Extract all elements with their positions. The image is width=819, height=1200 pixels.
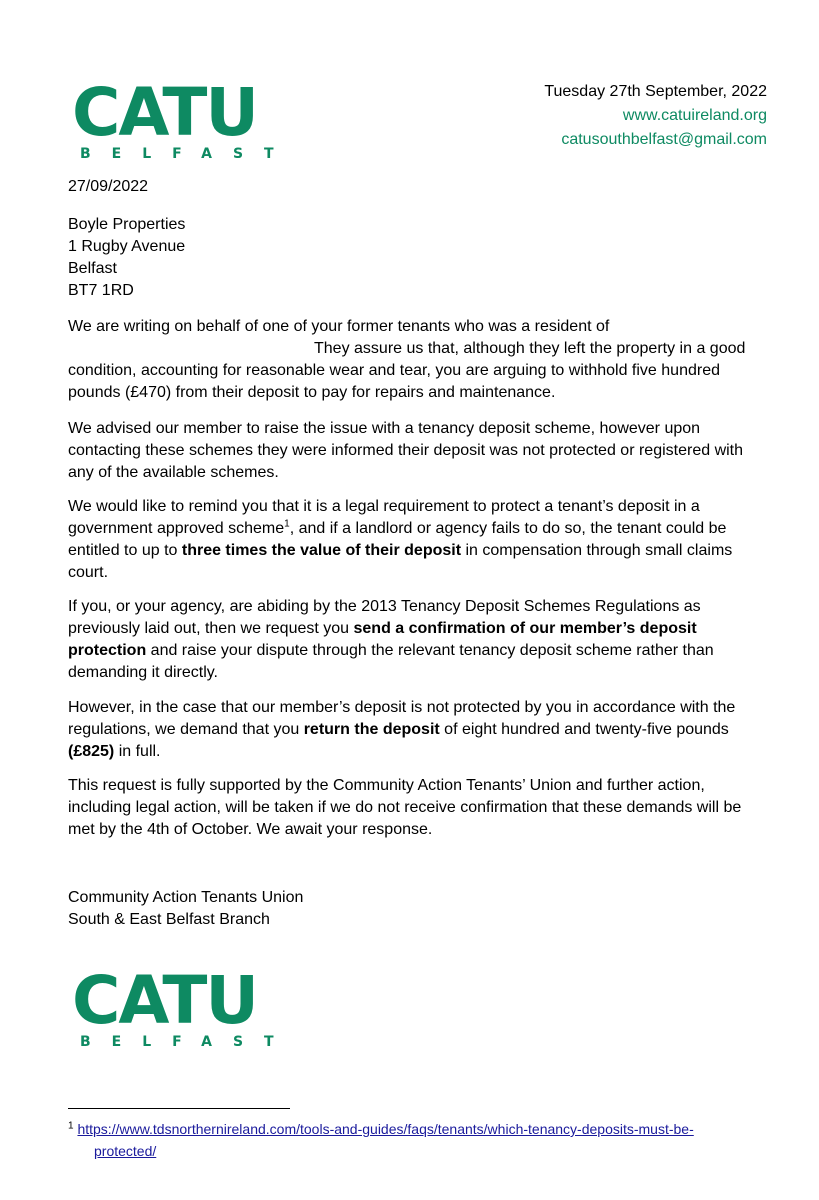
paragraph-3-text-c: in compensation through small claims court.: [68, 542, 733, 581]
paragraph-1-line-1: We are writing on behalf of one of your former tenants who was a resident of: [68, 318, 610, 335]
paragraph-5-bold-2: (£825): [68, 743, 115, 760]
paragraph-5: [68, 697, 768, 763]
paragraph-3: [68, 496, 768, 584]
header-website[interactable]: www.catuireland.org: [622, 107, 767, 124]
paragraph-2: We advised our member to raise the issue with a tenancy deposit scheme, however upon contacting these schemes they were informed their deposit was not protected or registered with any of the available schemes.: [68, 420, 744, 481]
paragraph-4-text-b: and raise your dispute through the relevant tenancy deposit scheme rather than demanding it directly.: [68, 642, 714, 681]
logo-sub-text: BELFAST: [80, 1034, 295, 1050]
address-line: Boyle Properties: [68, 216, 186, 233]
address-line: 1 Rugby Avenue: [68, 238, 186, 255]
paragraph-6: This request is fully supported by the Community Action Tenants’ Union and further action, including legal action, will be taken if we do not receive confirmation that these demands will be met by the 4th of October. We await your response.: [68, 777, 742, 838]
signature-block: [68, 887, 768, 931]
footnote-link-line-2[interactable]: protected/: [94, 1143, 157, 1159]
paragraph-5-text-a: However, in the case that our member’s deposit is not protected by you in accordance with the regulations, we demand that you: [68, 699, 736, 738]
paragraph-4-bold: send a confirmation of our member’s deposit protection: [68, 620, 697, 659]
footnote-number: 1: [68, 1120, 74, 1132]
header-email[interactable]: catusouthbelfast@gmail.com: [561, 131, 767, 148]
catu-belfast-logo-bottom: [72, 962, 295, 1050]
recipient-address: [68, 214, 768, 302]
address-line: BT7 1RD: [68, 282, 134, 299]
paragraph-1-rest: They assure us that, although they left the property in a good condition, accounting for reasonable wear and tear, you are arguing to withhold five hundred pounds (£470) from their deposit to pay for repairs and maintenance.: [68, 340, 746, 401]
letter-date: 27/09/2022: [68, 178, 149, 195]
logo-sub-text: BELFAST: [80, 146, 295, 162]
paragraph-5-text-c: in full.: [114, 743, 161, 760]
letter-header: [544, 80, 767, 152]
paragraph-4-text-a: If you, or your agency, are abiding by the 2013 Tenancy Deposit Schemes Regulations as previously laid out, then we request you: [68, 598, 701, 637]
footnote: [68, 1118, 768, 1162]
footnote-link-line-1[interactable]: https://www.tdsnorthernireland.com/tools-and-guides/faqs/tenants/which-tenancy-deposits-must-be-: [77, 1121, 694, 1137]
address-line: Belfast: [68, 260, 117, 277]
paragraph-3-text-b: , and if a landlord or agency fails to do so, the tenant could be entitled to up to: [68, 520, 727, 559]
header-date: Tuesday 27th September, 2022: [544, 83, 767, 100]
signature-line: Community Action Tenants Union: [68, 889, 304, 906]
paragraph-3-text-a: We would like to remind you that it is a legal requirement to protect a tenant’s deposit in a government approved scheme: [68, 498, 700, 537]
paragraph-1: [68, 316, 768, 404]
footnote-ref[interactable]: 1: [284, 518, 290, 530]
paragraph-5-text-b: of eight hundred and twenty-five pounds: [439, 721, 729, 738]
logo-main-text: CATU: [72, 962, 258, 1039]
logo-main-text: CATU: [72, 74, 258, 151]
footnote-link[interactable]: [68, 1121, 768, 1162]
footnote-divider: [68, 1108, 290, 1109]
paragraph-3-bold: three times the value of their deposit: [181, 542, 462, 559]
catu-belfast-logo-top: [72, 74, 295, 162]
signature-line: South & East Belfast Branch: [68, 911, 270, 928]
paragraph-5-bold-1: return the deposit: [303, 721, 440, 738]
paragraph-4: [68, 596, 768, 684]
